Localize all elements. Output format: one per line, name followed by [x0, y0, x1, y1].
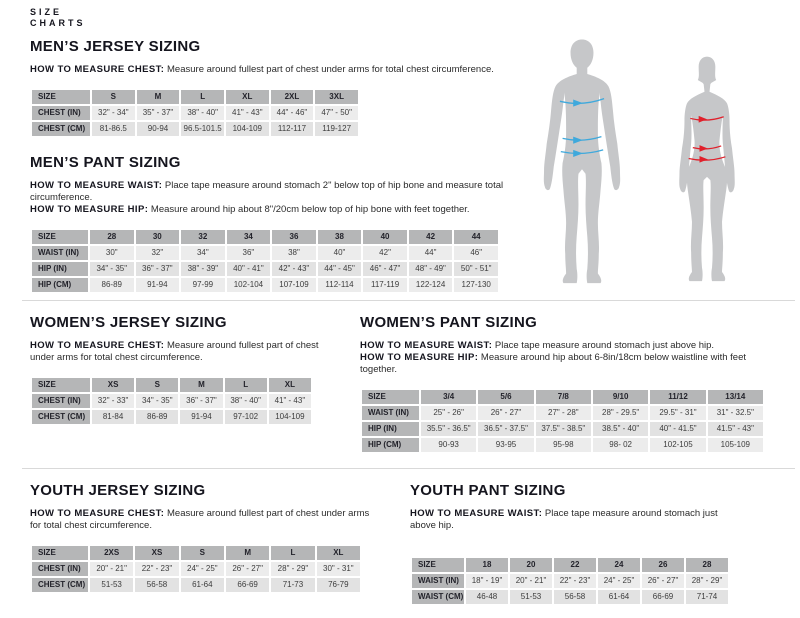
instruction-text: Measure around hip about 6-8in/18cm below waistline with feet together. [360, 352, 747, 375]
value-cell: 42" - 43" [272, 262, 316, 276]
value-cell: 90-93 [421, 438, 476, 452]
size-header: 24 [598, 558, 640, 572]
measure-instruction [410, 508, 740, 532]
size-header: 34 [227, 230, 271, 244]
male-body-silhouette-mirror [582, 40, 620, 284]
row-label: HIP (IN) [362, 422, 419, 436]
measure-instruction [30, 64, 545, 76]
value-cell: 38" - 40" [225, 394, 267, 408]
size-header: 30 [136, 230, 180, 244]
size-header: 2XS [90, 546, 133, 560]
value-cell: 56-58 [554, 590, 596, 604]
mens-jersey-size-table [30, 88, 360, 138]
table-row [362, 438, 763, 452]
size-header: XS [135, 546, 178, 560]
youth-jersey-size-table [30, 544, 362, 594]
section-womens-jersey [30, 314, 330, 426]
youth-pant-size-table [410, 556, 730, 606]
section-heading: YOUTH PANT SIZING [410, 482, 566, 499]
value-cell: 104-109 [226, 122, 269, 136]
value-cell: 90-94 [137, 122, 180, 136]
section-divider [22, 300, 795, 301]
size-column-header: SIZE [32, 230, 88, 244]
value-cell: 51-53 [510, 590, 552, 604]
value-cell: 44" [409, 246, 453, 260]
table-row [32, 410, 311, 424]
value-cell: 117-119 [363, 278, 407, 292]
table-row [362, 422, 763, 436]
value-cell: 35.5" - 36.5" [421, 422, 476, 436]
value-cell: 36" - 37" [136, 262, 180, 276]
female-body-silhouette [679, 57, 707, 281]
size-header: XS [92, 378, 134, 392]
instruction-text: Measure around fullest part of chest under arms for total chest circumference. [30, 508, 370, 531]
table-row [32, 246, 498, 260]
section-heading: MEN’S JERSEY SIZING [30, 38, 201, 55]
instruction-text: Place tape measure around stomach just above hip. [410, 508, 718, 531]
section-mens-pant [30, 154, 550, 294]
value-cell: 91-94 [136, 278, 180, 292]
value-cell: 51-53 [90, 578, 133, 592]
value-cell: 38" - 40" [181, 106, 224, 120]
female-body-silhouette-mirror [707, 57, 735, 281]
value-cell: 25" - 26" [421, 406, 476, 420]
value-cell: 127-130 [454, 278, 498, 292]
size-header: 5/6 [478, 390, 533, 404]
measure-instruction [360, 352, 770, 376]
page-title [30, 7, 86, 29]
measure-instruction [30, 180, 550, 204]
row-label: WAIST (IN) [412, 574, 464, 588]
row-label: HIP (CM) [32, 278, 88, 292]
value-cell: 119-127 [315, 122, 358, 136]
section-mens-jersey [30, 38, 545, 138]
value-cell: 46-48 [466, 590, 508, 604]
value-cell: 32" [136, 246, 180, 260]
value-cell: 50" - 51" [454, 262, 498, 276]
value-cell: 36" - 37" [180, 394, 222, 408]
value-cell: 41.5" - 43" [708, 422, 763, 436]
value-cell: 32" - 34" [92, 106, 135, 120]
size-header: 32 [181, 230, 225, 244]
value-cell: 20" - 21" [90, 562, 133, 576]
value-cell: 122-124 [409, 278, 453, 292]
instruction-label: HOW TO MEASURE CHEST: [30, 64, 165, 75]
value-cell: 42" [363, 246, 407, 260]
value-cell: 28" - 29" [271, 562, 314, 576]
table-row [32, 262, 498, 276]
size-header: S [92, 90, 135, 104]
value-cell: 32" - 33" [92, 394, 134, 408]
row-label: WAIST (IN) [362, 406, 419, 420]
size-header: 11/12 [650, 390, 705, 404]
measure-instruction [30, 204, 550, 216]
instruction-text: Measure around fullest part of chest under arms for total chest circumference. [30, 340, 319, 363]
value-cell: 95-98 [536, 438, 591, 452]
value-cell: 46" - 47" [363, 262, 407, 276]
value-cell: 104-109 [269, 410, 311, 424]
size-header: 44 [454, 230, 498, 244]
value-cell: 71-74 [686, 590, 728, 604]
value-cell: 93-95 [478, 438, 533, 452]
value-cell: 31" - 32.5" [708, 406, 763, 420]
header-row [32, 230, 498, 244]
section-heading: YOUTH JERSEY SIZING [30, 482, 206, 499]
value-cell: 18" - 19" [466, 574, 508, 588]
value-cell: 20" - 21" [510, 574, 552, 588]
value-cell: 107-109 [272, 278, 316, 292]
size-header: 38 [318, 230, 362, 244]
row-label: CHEST (CM) [32, 410, 90, 424]
table-row [362, 406, 763, 420]
mens-pant-size-table [30, 228, 500, 294]
table-row [32, 106, 358, 120]
table-row [32, 278, 498, 292]
size-column-header: SIZE [32, 378, 90, 392]
measure-instruction [360, 340, 770, 352]
value-cell: 48" - 49" [409, 262, 453, 276]
row-label: CHEST (IN) [32, 394, 90, 408]
value-cell: 86-89 [136, 410, 178, 424]
value-cell: 97-102 [225, 410, 267, 424]
value-cell: 97-99 [181, 278, 225, 292]
table-row [32, 122, 358, 136]
value-cell: 36.5" - 37.5" [478, 422, 533, 436]
value-cell: 86-89 [90, 278, 134, 292]
size-header: S [136, 378, 178, 392]
size-header: 7/8 [536, 390, 591, 404]
size-column-header: SIZE [412, 558, 464, 572]
instruction-label: HOW TO MEASURE HIP: [360, 352, 479, 363]
value-cell: 56-58 [135, 578, 178, 592]
value-cell: 29.5" - 31" [650, 406, 705, 420]
size-header: L [225, 378, 267, 392]
value-cell: 26" - 27" [478, 406, 533, 420]
table-row [32, 578, 360, 592]
value-cell: 112-114 [318, 278, 362, 292]
header-row [362, 390, 763, 404]
value-cell: 41" - 43" [269, 394, 311, 408]
value-cell: 24" - 25" [181, 562, 224, 576]
size-header: 42 [409, 230, 453, 244]
value-cell: 35" - 37" [137, 106, 180, 120]
value-cell: 102-105 [650, 438, 705, 452]
value-cell: 38" - 39" [181, 262, 225, 276]
section-heading: WOMEN’S JERSEY SIZING [30, 314, 227, 331]
value-cell: 30" - 31" [317, 562, 360, 576]
size-header: XL [317, 546, 360, 560]
size-header: M [226, 546, 269, 560]
section-youth-jersey [30, 482, 375, 594]
value-cell: 47" - 50" [315, 106, 358, 120]
size-header: 3XL [315, 90, 358, 104]
section-divider [22, 468, 795, 469]
size-column-header: SIZE [362, 390, 419, 404]
value-cell: 66-69 [226, 578, 269, 592]
size-column-header: SIZE [32, 90, 90, 104]
value-cell: 40" [318, 246, 362, 260]
size-header: 18 [466, 558, 508, 572]
value-cell: 36" [227, 246, 271, 260]
value-cell: 76-79 [317, 578, 360, 592]
value-cell: 91-94 [180, 410, 222, 424]
value-cell: 28" - 29" [686, 574, 728, 588]
value-cell: 30" [90, 246, 134, 260]
size-header: 20 [510, 558, 552, 572]
instruction-label: HOW TO MEASURE WAIST: [410, 508, 543, 519]
size-header: 28 [90, 230, 134, 244]
value-cell: 27" - 28" [536, 406, 591, 420]
header-row [32, 378, 311, 392]
value-cell: 40" - 41" [227, 262, 271, 276]
value-cell: 66-69 [642, 590, 684, 604]
row-label: CHEST (CM) [32, 578, 88, 592]
value-cell: 41" - 43" [226, 106, 269, 120]
value-cell: 81-84 [92, 410, 134, 424]
value-cell: 38.5" - 40" [593, 422, 648, 436]
value-cell: 61-64 [598, 590, 640, 604]
table-row [32, 562, 360, 576]
size-header: 36 [272, 230, 316, 244]
value-cell: 61-64 [181, 578, 224, 592]
table-row [412, 590, 728, 604]
value-cell: 44" - 45" [318, 262, 362, 276]
size-header: 3/4 [421, 390, 476, 404]
instruction-text: Place tape measure around stomach 2" below top of hip bone and measure total circumference. [30, 180, 504, 203]
value-cell: 40" - 41.5" [650, 422, 705, 436]
size-header: L [181, 90, 224, 104]
instruction-label: HOW TO MEASURE WAIST: [30, 180, 163, 191]
instruction-label: HOW TO MEASURE HIP: [30, 204, 149, 215]
size-header: 26 [642, 558, 684, 572]
value-cell: 34" [181, 246, 225, 260]
size-header: 13/14 [708, 390, 763, 404]
value-cell: 81-86.5 [92, 122, 135, 136]
size-header: 22 [554, 558, 596, 572]
row-label: HIP (IN) [32, 262, 88, 276]
instruction-label: HOW TO MEASURE WAIST: [360, 340, 493, 351]
size-column-header: SIZE [32, 546, 88, 560]
instruction-text: Measure around fullest part of chest under arms for total chest circumference. [167, 64, 494, 75]
value-cell: 105-109 [708, 438, 763, 452]
size-header: 9/10 [593, 390, 648, 404]
row-label: CHEST (IN) [32, 562, 88, 576]
size-header: M [180, 378, 222, 392]
value-cell: 98- 02 [593, 438, 648, 452]
instruction-label: HOW TO MEASURE CHEST: [30, 508, 165, 519]
row-label: HIP (CM) [362, 438, 419, 452]
size-header: XL [269, 378, 311, 392]
value-cell: 112-117 [271, 122, 314, 136]
value-cell: 37.5" - 38.5" [536, 422, 591, 436]
value-cell: 34" - 35" [136, 394, 178, 408]
size-header: L [271, 546, 314, 560]
value-cell: 22" - 23" [554, 574, 596, 588]
male-body-silhouette [544, 40, 582, 284]
value-cell: 102-104 [227, 278, 271, 292]
row-label: CHEST (CM) [32, 122, 90, 136]
page-title-line1: SIZE [30, 7, 63, 17]
header-row [412, 558, 728, 572]
value-cell: 28" - 29.5" [593, 406, 648, 420]
row-label: WAIST (IN) [32, 246, 88, 260]
section-youth-pant [410, 482, 740, 606]
female-figure [664, 50, 750, 292]
value-cell: 38" [272, 246, 316, 260]
value-cell: 34" - 35" [90, 262, 134, 276]
measure-instruction [30, 508, 375, 532]
size-header: XL [226, 90, 269, 104]
table-row [32, 394, 311, 408]
row-label: WAIST (CM) [412, 590, 464, 604]
womens-pant-size-table [360, 388, 765, 454]
value-cell: 96.5-101.5 [181, 122, 224, 136]
womens-jersey-size-table [30, 376, 313, 426]
measure-instruction [30, 340, 330, 364]
size-header: 2XL [271, 90, 314, 104]
value-cell: 71-73 [271, 578, 314, 592]
section-heading: MEN’S PANT SIZING [30, 154, 181, 171]
instruction-text: Place tape measure around stomach just above hip. [494, 340, 715, 351]
size-header: 28 [686, 558, 728, 572]
header-row [32, 90, 358, 104]
section-heading: WOMEN’S PANT SIZING [360, 314, 538, 331]
value-cell: 44" - 46" [271, 106, 314, 120]
value-cell: 46" [454, 246, 498, 260]
size-header: 40 [363, 230, 407, 244]
header-row [32, 546, 360, 560]
value-cell: 22" - 23" [135, 562, 178, 576]
page-title-line2: CHARTS [30, 18, 86, 28]
value-cell: 26" - 27" [642, 574, 684, 588]
table-row [412, 574, 728, 588]
instruction-text: Measure around hip about 8"/20cm below top of hip bone with feet together. [150, 204, 470, 215]
instruction-label: HOW TO MEASURE CHEST: [30, 340, 165, 351]
size-header: S [181, 546, 224, 560]
value-cell: 24" - 25" [598, 574, 640, 588]
section-womens-pant [360, 314, 770, 454]
value-cell: 26" - 27" [226, 562, 269, 576]
row-label: CHEST (IN) [32, 106, 90, 120]
size-header: M [137, 90, 180, 104]
male-figure [536, 36, 628, 292]
